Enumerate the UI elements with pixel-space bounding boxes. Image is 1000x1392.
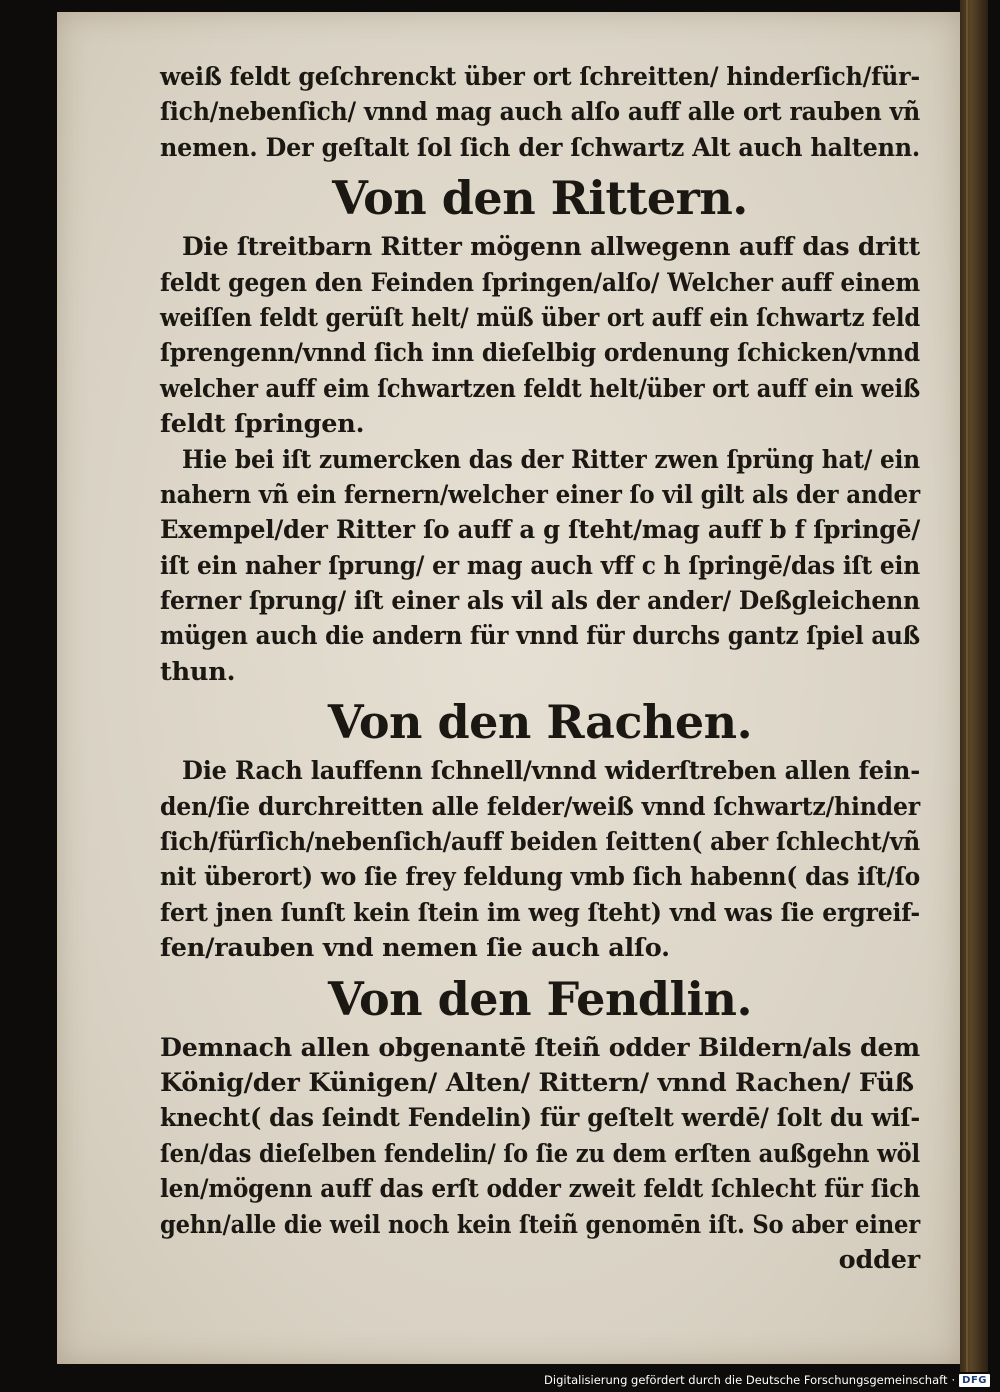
paragraph-3 xyxy=(160,443,920,691)
paragraph-5 xyxy=(160,1031,920,1279)
text-line: Hie bei iſt zumercken das der Ritter zwen ſprüng hat/ ein xyxy=(182,444,920,475)
text-line: Die ſtreitbarn Ritter mögenn allwegenn auff das dritt xyxy=(182,232,920,263)
digitization-footer: Digitalisierung gefördert durch die Deutsche Forschungsgemeinschaft · DFG xyxy=(544,1370,990,1390)
text-line: nit überort) wo ſie frey feldung vmb ſich habenn( das iſt/ſo xyxy=(160,862,920,893)
text-line: fert jnen ſunſt kein ſtein im weg ſteht) vnd was ſie ergreif- xyxy=(160,897,920,928)
text-line: ferner ſprung/ iſt einer als vil als der ander/ Deßgleichenn xyxy=(160,586,920,617)
text-line: Die Rach lauffenn ſchnell/vnnd widerſtreben allen fein- xyxy=(182,756,920,787)
dfg-logo-icon: DFG xyxy=(959,1374,990,1387)
text-line: len/mögenn auff das erſt odder zweit feldt ſchlecht für ſich xyxy=(160,1174,920,1205)
text-line: thun. xyxy=(160,656,236,687)
text-line: ſen/das dieſelben fendelin/ ſo ſie zu dem erſten außgehn wöl xyxy=(160,1138,920,1169)
text-line: weiß feldt geſchrenckt über ort ſchreitten/ hinderſich/für- xyxy=(160,62,920,92)
text-line: nahern vñ ein fernern/welcher einer ſo vil gilt als der ander xyxy=(160,479,920,510)
catchword: odder xyxy=(838,1244,920,1275)
text-line: Exempel/der Ritter ſo auff a g ſteht/mag auff b f ſpringē/ xyxy=(160,515,920,546)
text-line: König/der Künigen/ Alten/ Rittern/ vnnd Rachen/ Füß xyxy=(160,1067,914,1098)
heading-fendlin: Von den Fendlin. xyxy=(328,971,752,1026)
text-line: iſt ein naher ſprung/ er mag auch vff c h ſpringē/das iſt ein xyxy=(160,550,920,581)
text-line: welcher auff eim ſchwartzen feldt helt/über ort auff ein weiß xyxy=(160,373,920,404)
text-line: den/ſie durchreitten alle felder/weiß vnnd ſchwartz/hinder xyxy=(160,791,920,822)
text-line: feldt ſpringen. xyxy=(160,409,365,440)
book-spine-edge xyxy=(960,0,988,1372)
paragraph-2 xyxy=(160,230,920,442)
heading-rachen: Von den Rachen. xyxy=(327,695,753,750)
text-line: knecht( das ſeindt Fendelin) für geſtelt werdē/ ſolt du wiſ- xyxy=(160,1103,920,1134)
text-line: ſprengenn/vnnd ſich inn dieſelbig ordenung ſchicken/vnnd xyxy=(160,338,920,369)
page-text xyxy=(160,60,920,1278)
text-line: ſich/fürſich/nebenſich/auff beiden ſeitten( aber ſchlecht/vñ xyxy=(160,827,920,858)
text-line: ſich/nebenſich/ vnnd mag auch alſo auff alle ort rauben vñ xyxy=(160,97,920,128)
text-line: nemen. Der geſtalt ſol ſich der ſchwartz Alt auch haltenn. xyxy=(160,132,920,163)
heading-rittern: Von den Rittern. xyxy=(332,171,748,226)
text-line: weiſſen feldt gerüſt helt/ müß über ort auff ein ſchwartz feld xyxy=(160,302,920,333)
text-line: fen/rauben vnd nemen ſie auch alſo. xyxy=(160,933,670,964)
text-line: mügen auch die andern für vnnd für durchs gantz ſpiel auß xyxy=(160,621,920,652)
paragraph-1 xyxy=(160,60,920,166)
text-line: Demnach allen obgenantē ſteiñ odder Bildern/als dem xyxy=(160,1032,920,1063)
text-line: gehn/alle die weil noch kein ſteiñ genomēn iſt. So aber einer xyxy=(160,1209,920,1240)
text-line: feldt gegen den Feinden ſpringen/alſo/ Welcher auff einem xyxy=(160,267,920,298)
paragraph-4 xyxy=(160,754,920,966)
footer-text: Digitalisierung gefördert durch die Deutsche Forschungsgemeinschaft xyxy=(544,1373,948,1387)
